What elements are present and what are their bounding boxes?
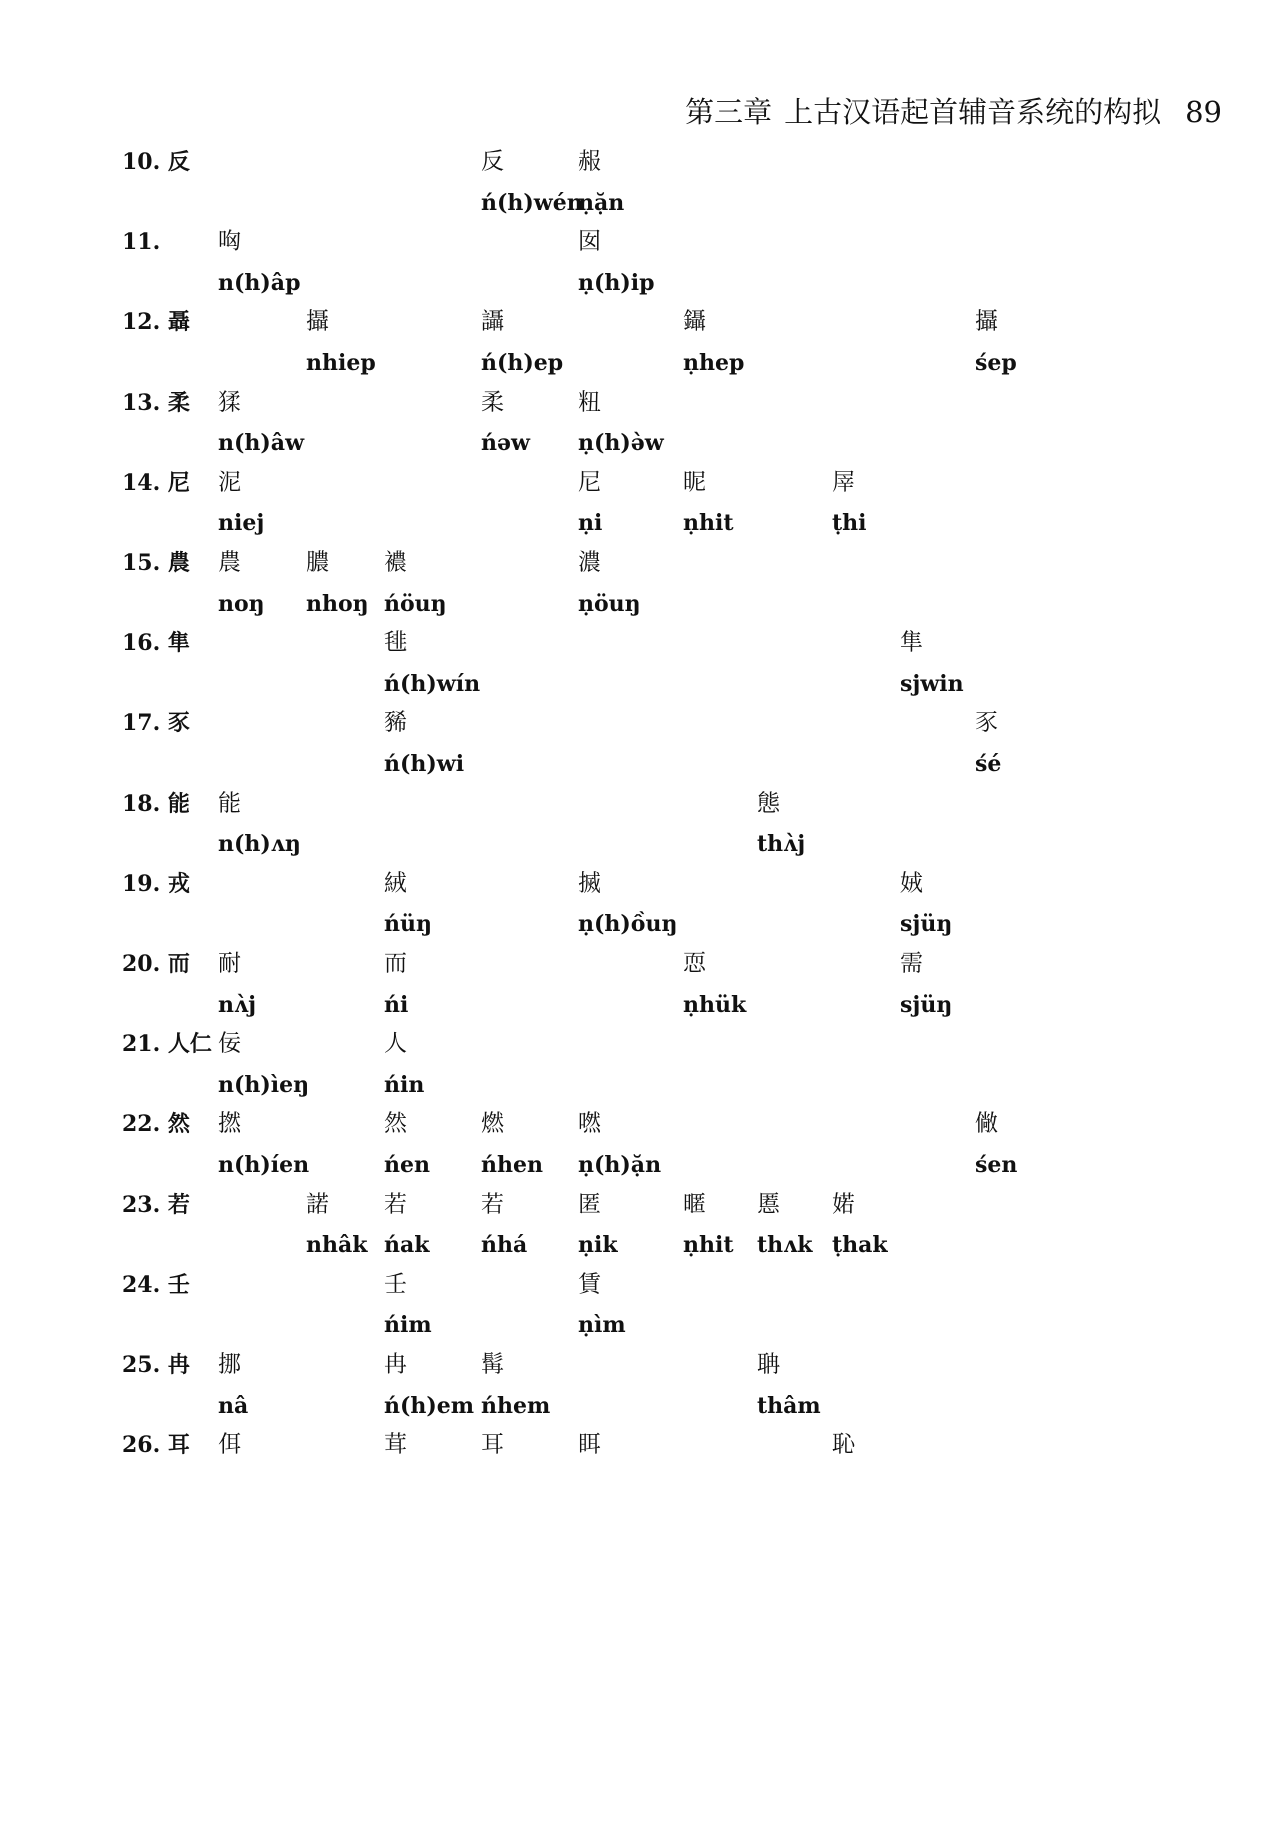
romanization-cell: thâm <box>757 1392 821 1419</box>
character-cell: 娀 <box>900 870 923 897</box>
character-cell: 昵 <box>683 469 706 496</box>
romanization-cell: ń(h)wi <box>384 750 465 777</box>
row-label: 14. 尼 <box>122 469 190 496</box>
character-cell: 鑷 <box>683 308 706 335</box>
character-cell: 若 <box>481 1191 504 1218</box>
romanization-cell: ṇ(h)ə̀w <box>578 430 664 457</box>
romanization-cell: ṇhük <box>683 991 747 1018</box>
character-cell: 絨 <box>384 870 407 897</box>
character-cell: 粈 <box>578 389 601 416</box>
row-label: 10. 反 <box>122 149 190 175</box>
romanization-cell: śep <box>975 349 1017 376</box>
character-cell: 豕 <box>975 709 998 736</box>
romanization-cell: noŋ <box>218 590 265 617</box>
character-cell: 讘 <box>481 308 504 335</box>
romanization-cell: n(h)âp <box>218 269 301 296</box>
romanization-cell: śen <box>975 1151 1018 1178</box>
character-cell: 態 <box>757 790 780 817</box>
romanization-cell: thʌ̀j <box>757 831 806 858</box>
romanization-cell: ṇhit <box>683 510 734 537</box>
character-cell: 壬 <box>384 1271 407 1298</box>
character-cell: 若 <box>384 1191 407 1218</box>
character-cell: 柔 <box>481 389 504 416</box>
row-label: 20. 而 <box>122 951 190 977</box>
character-cell: 襛 <box>384 549 407 576</box>
romanization-cell: ṭhi <box>832 510 867 537</box>
character-cell: 膿 <box>306 549 329 576</box>
character-cell: 匿 <box>578 1191 601 1218</box>
romanization-cell: sjwin <box>900 670 964 697</box>
character-cell: 需 <box>900 950 923 977</box>
romanization-cell: ṇik <box>578 1232 618 1259</box>
romanization-cell: ṇhep <box>683 349 745 376</box>
romanization-cell: ńak <box>384 1232 430 1259</box>
romanization-cell: ṇặn <box>578 189 625 216</box>
character-cell: 佞 <box>218 1030 241 1057</box>
romanization-cell: nhiep <box>306 349 376 376</box>
romanization-cell: ńöuŋ <box>384 590 447 617</box>
romanization-cell: ṇìm <box>578 1312 626 1339</box>
character-cell: 撚 <box>218 1110 241 1137</box>
romanization-cell: ń(h)wín <box>384 670 481 697</box>
row-label: 19. 戎 <box>122 870 190 897</box>
character-cell: 濃 <box>578 549 601 576</box>
romanization-cell: n(h)âw <box>218 430 305 457</box>
character-cell: 慝 <box>757 1191 780 1218</box>
character-cell: 隼 <box>900 629 923 656</box>
row-label: 26. 耳 <box>122 1432 190 1459</box>
romanization-cell: ńin <box>384 1071 425 1098</box>
character-cell: 能 <box>218 790 241 817</box>
romanization-cell: n(h)ìeŋ <box>218 1071 310 1098</box>
character-cell: 聃 <box>757 1351 780 1378</box>
character-cell: 豨 <box>384 709 407 736</box>
row-label: 18. 能 <box>122 790 190 817</box>
romanization-cell: n(h)íen <box>218 1151 310 1178</box>
romanization-cell: ṇ(h)ặn <box>578 1151 662 1178</box>
character-cell: 茸 <box>384 1431 407 1458</box>
character-cell: 反 <box>481 148 504 175</box>
romanization-cell: ń(h)em <box>384 1392 475 1419</box>
character-cell: 恥 <box>832 1431 855 1458</box>
romanization-cell: nʌ̀j <box>218 991 257 1018</box>
character-cell: 僘 <box>975 1110 998 1137</box>
character-cell: 燃 <box>481 1110 504 1137</box>
romanization-cell: sjüŋ <box>900 991 953 1018</box>
character-cell: 人 <box>384 1030 407 1057</box>
character-cell: 囡 <box>578 228 601 255</box>
character-cell: 眲 <box>578 1431 601 1458</box>
character-cell: 婼 <box>832 1191 855 1218</box>
romanization-cell: ńəw <box>481 430 530 457</box>
romanization-cell: ṭhak <box>832 1232 888 1259</box>
romanization-cell: śé <box>975 750 1002 777</box>
romanization-cell: ńen <box>384 1151 430 1178</box>
chapter-title: 上古汉语起首辅音系统的构拟 <box>784 95 1162 129</box>
romanization-cell: n(h)ʌŋ <box>218 831 301 858</box>
romanization-cell: ńi <box>384 991 409 1018</box>
row-label: 17. 豕 <box>122 710 190 737</box>
romanization-cell: ṇhit <box>683 1232 734 1259</box>
romanization-cell: ń(h)wén <box>481 189 583 216</box>
character-cell: 尼 <box>578 469 601 496</box>
row-label: 16. 隼 <box>122 630 190 657</box>
character-cell: 髯 <box>481 1351 504 1378</box>
character-cell: 恧 <box>683 950 706 977</box>
row-label: 23. 若 <box>122 1191 190 1218</box>
row-label: 25. 冉 <box>122 1352 190 1378</box>
character-cell: 然 <box>384 1110 407 1137</box>
character-cell: 猱 <box>218 389 241 416</box>
row-label: 13. 柔 <box>122 389 190 416</box>
romanization-cell: niej <box>218 510 265 537</box>
character-cell: 搣 <box>578 870 601 897</box>
character-cell: 暱 <box>683 1191 706 1218</box>
romanization-cell: thʌk <box>757 1232 813 1259</box>
character-cell: 攝 <box>306 308 329 335</box>
romanization-cell: ń(h)ep <box>481 349 564 376</box>
character-cell: 冉 <box>384 1351 407 1378</box>
row-label: 15. 農 <box>122 550 190 576</box>
character-cell: 毴 <box>384 629 407 656</box>
character-cell: 諾 <box>306 1191 329 1218</box>
character-cell: 嘫 <box>578 1110 601 1137</box>
character-cell: 賃 <box>578 1271 601 1298</box>
romanization-cell: ṇ(h)ip <box>578 269 655 296</box>
character-cell: 耐 <box>218 950 241 977</box>
row-label: 21. 人仁 <box>122 1031 212 1058</box>
romanization-cell: nhâk <box>306 1232 368 1259</box>
romanization-cell: ńhen <box>481 1151 543 1178</box>
character-cell: 赧 <box>578 148 601 175</box>
romanization-cell: ńim <box>384 1312 432 1339</box>
romanization-cell: ńhá <box>481 1232 528 1259</box>
character-cell: 攝 <box>975 308 998 335</box>
character-cell: 農 <box>218 549 241 576</box>
romanization-cell: ńhem <box>481 1392 551 1419</box>
chapter-number: 第三章 <box>685 95 773 129</box>
row-label: 11. <box>122 229 161 256</box>
romanization-cell: ṇöuŋ <box>578 590 641 617</box>
romanization-cell: ṇi <box>578 510 603 537</box>
character-cell: 㕼 <box>218 228 241 255</box>
character-cell: 而 <box>384 950 407 977</box>
character-cell: 耳 <box>481 1431 504 1458</box>
romanization-cell: ṇ(h)ồuŋ <box>578 911 678 938</box>
row-label: 22. 然 <box>122 1111 190 1138</box>
character-cell: 屖 <box>832 469 855 496</box>
character-cell: 泥 <box>218 469 241 496</box>
romanization-cell: nhoŋ <box>306 590 369 617</box>
row-label: 24. 壬 <box>122 1271 190 1298</box>
romanization-cell: sjüŋ <box>900 911 953 938</box>
romanization-cell: nâ <box>218 1392 249 1419</box>
character-cell: 佴 <box>218 1431 241 1458</box>
row-label: 12. 聶 <box>122 309 190 336</box>
page-number: 89 <box>1185 95 1222 129</box>
character-cell: 挪 <box>218 1351 241 1378</box>
romanization-cell: ńüŋ <box>384 911 432 938</box>
